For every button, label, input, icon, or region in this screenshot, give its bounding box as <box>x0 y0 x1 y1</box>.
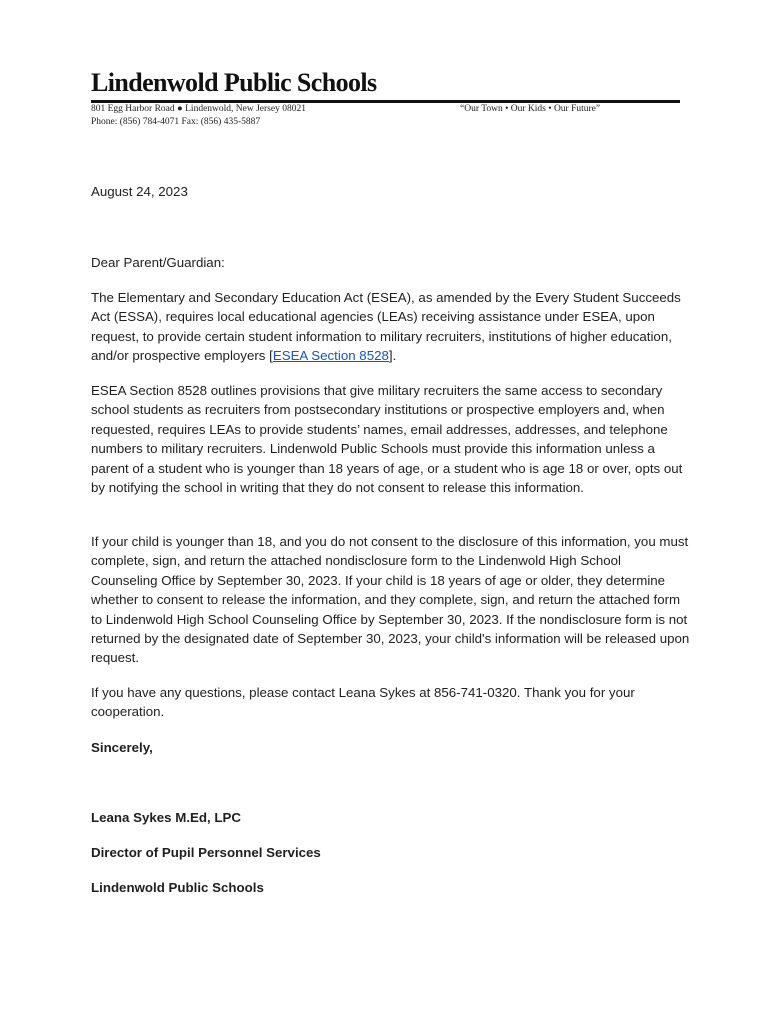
letterhead-contact: Phone: (856) 784-4071 Fax: (856) 435-5887 <box>91 117 261 127</box>
paragraph-1-end: ]. <box>388 348 397 364</box>
letter-date: August 24, 2023 <box>91 184 188 199</box>
letter-salutation: Dear Parent/Guardian: <box>91 255 225 270</box>
letterhead-motto: “Our Town • Our Kids • Our Future” <box>460 104 601 114</box>
letterhead-title: Lindenwold Public Schools <box>91 68 377 97</box>
letter-closing: Sincerely, <box>91 740 153 755</box>
letterhead-divider <box>91 100 680 103</box>
signature-title: Director of Pupil Personnel Services <box>91 845 321 860</box>
letterhead-address: 801 Egg Harbor Road ● Lindenwold, New Jersey 08021 <box>91 104 306 114</box>
letter-paragraph-1 <box>91 288 691 366</box>
paragraph-1-text: The Elementary and Secondary Education Act (ESEA), as amended by the Every Student Succeeds Act (ESSA), requires local educational agencies (LEAs) receiving assistance under ESEA, upon request, to provide certain student information to military recruiters, institutions of higher education, and/or prospective employers [ <box>91 290 681 364</box>
letter-paragraph-3: If your child is younger than 18, and you do not consent to the disclosure of this information, you must complete, sign, and return the attached nondisclosure form to the Lindenwold High School Counseling Office by September 30, 2023. If your child is 18 years of age or older, they determine whether to consent to release the information, and they complete, sign, and return the attached form to Lindenwold High School Counseling Office by September 30, 2023. If the nondisclosure form is not returned by the designated date of September 30, 2023, your child's information will be released upon request. <box>91 534 690 666</box>
esea-section-8528-link[interactable]: ESEA Section 8528 <box>272 348 389 364</box>
letter-paragraph-2: ESEA Section 8528 outlines provisions that give military recruiters the same access to secondary school students as recruiters from postsecondary institutions or prospective employers and, when requested, requires LEAs to provide students’ names, email addresses, addresses, and telephone numbers to military recruiters. Lindenwold Public Schools must provide this information unless a parent of a student who is younger than 18 years of age, or a student who is age 18 or over, opts out by notifying the school in writing that they do not consent to release this information. <box>91 383 683 496</box>
signature-name: Leana Sykes M.Ed, LPC <box>91 810 242 825</box>
signature-organization: Lindenwold Public Schools <box>91 880 264 895</box>
letter-paragraph-4: If you have any questions, please contact Leana Sykes at 856-741-0320. Thank you for your cooperation. <box>91 685 635 720</box>
